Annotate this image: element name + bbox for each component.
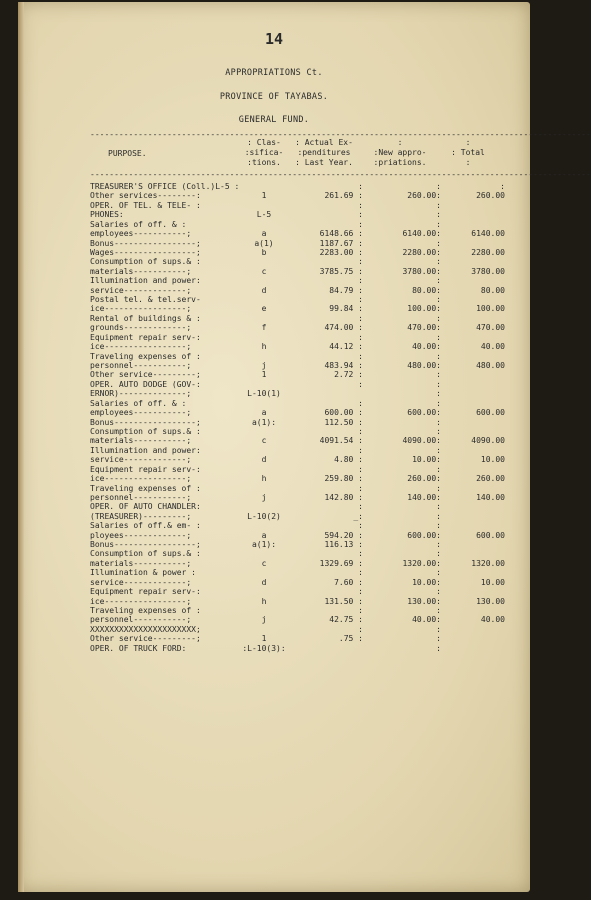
table-row <box>90 210 510 219</box>
new-appropriation-cell: : <box>436 502 441 512</box>
new-appropriation-cell: : <box>436 276 441 286</box>
table-row <box>90 323 510 332</box>
actual-expenditure-cell: : <box>358 182 363 191</box>
total-cell: 260.00 <box>476 474 505 484</box>
total-cell: 6140.00 <box>471 229 505 239</box>
table-row <box>90 201 510 210</box>
table-row <box>90 182 510 191</box>
table-row <box>90 455 510 464</box>
actual-expenditure-cell: : <box>358 624 363 634</box>
actual-expenditure-cell: : <box>358 379 363 389</box>
total-cell: 130.00 <box>476 596 505 606</box>
fund-title: GENERAL FUND. <box>238 115 310 125</box>
table-row <box>90 474 510 483</box>
table-row <box>90 644 510 653</box>
new-appropriation-cell: : <box>436 521 441 531</box>
new-appropriation-cell: 260.00: <box>407 191 441 201</box>
actual-expenditure-cell: : <box>358 502 363 512</box>
document-page <box>18 2 591 892</box>
classification-cell: f <box>261 323 267 333</box>
classification-cell: e <box>261 304 267 314</box>
actual-expenditure-cell: 1187.67 : <box>319 238 363 248</box>
purpose-cell: Traveling expenses of : <box>90 351 201 361</box>
new-appropriation-cell: 130.00: <box>407 596 441 606</box>
new-appropriation-cell: : <box>436 634 441 644</box>
new-appropriation-cell: 6140.00: <box>402 229 441 239</box>
new-appropriation-cell: : <box>436 587 441 597</box>
actual-expenditure-cell: 4.80 : <box>334 455 363 465</box>
class-header-2: :sifica- <box>244 148 284 157</box>
table-row <box>90 615 510 624</box>
actual-expenditure-cell: 6148.66 : <box>319 229 363 239</box>
actual-header-2: :penditures <box>297 148 351 157</box>
new-appropriation-cell: : <box>436 426 441 436</box>
new-appropriation-cell: 140.00: <box>407 492 441 502</box>
total-cell: 2280.00 <box>471 247 505 257</box>
appropriations-table <box>90 182 510 653</box>
new-appropriation-cell: : <box>436 295 441 305</box>
class-header-1: : Clas- <box>247 138 281 147</box>
actual-expenditure-cell: _: <box>353 511 363 521</box>
new-appropriation-cell: : <box>436 417 441 427</box>
purpose-cell: personnel-----------; <box>90 361 192 371</box>
actual-expenditure-cell: 84.79 : <box>329 285 363 295</box>
table-row <box>90 333 510 342</box>
actual-expenditure-cell: 44.12 : <box>329 342 363 352</box>
purpose-cell: employees-----------; <box>90 229 192 239</box>
actual-expenditure-cell: : <box>358 210 363 220</box>
actual-expenditure-cell: : <box>358 313 363 323</box>
actual-expenditure-cell: : <box>358 587 363 597</box>
purpose-cell: ployees-------------; <box>90 530 192 540</box>
table-row <box>90 597 510 606</box>
new-appropriation-cell: : <box>436 540 441 550</box>
table-row <box>90 352 510 361</box>
classification-cell: h <box>261 596 267 606</box>
table-row <box>90 342 510 351</box>
actual-expenditure-cell: : <box>358 257 363 267</box>
purpose-cell: Traveling expenses of : <box>90 483 201 493</box>
purpose-cell: Salaries of off. & : <box>90 398 187 408</box>
table-row <box>90 484 510 493</box>
actual-expenditure-cell: 483.94 : <box>324 361 363 371</box>
total-cell: 600.00 <box>476 530 505 540</box>
total-cell: 470.00 <box>476 323 505 333</box>
table-row <box>90 587 510 596</box>
page-heading: APPROPRIATIONS Ct. <box>225 68 323 78</box>
actual-expenditure-cell: : <box>358 332 363 342</box>
purpose-cell: service-------------; <box>90 455 192 465</box>
classification-cell: :L-10(3): <box>242 643 286 653</box>
purpose-cell: Consumption of sups.& : <box>90 257 201 267</box>
classification-cell: 1 <box>261 191 267 201</box>
purpose-header: PURPOSE. <box>108 149 147 158</box>
classification-cell: j <box>261 492 267 502</box>
actual-expenditure-cell: : <box>358 464 363 474</box>
purpose-cell: service-------------; <box>90 577 192 587</box>
classification-cell: h <box>261 474 267 484</box>
table-row <box>90 191 510 200</box>
purpose-cell: materials-----------; <box>90 436 192 446</box>
purpose-cell: XXXXXXXXXXXXXXXXXXXXXX; <box>90 624 201 634</box>
table-row <box>90 370 510 379</box>
classification-cell: a(1) <box>254 238 274 248</box>
actual-expenditure-cell: : <box>358 568 363 578</box>
total-cell: 1320.00 <box>471 558 505 568</box>
table-row <box>90 512 510 521</box>
total-cell: 600.00 <box>476 408 505 418</box>
purpose-cell: materials-----------; <box>90 266 192 276</box>
total-cell: 10.00 <box>480 577 505 587</box>
new-appropriation-cell: 480.00: <box>407 361 441 371</box>
purpose-cell: Illumination and power: <box>90 276 201 286</box>
total-cell: 100.00 <box>476 304 505 314</box>
purpose-cell: OPER. AUTO DODGE (GOV-: <box>90 379 201 389</box>
actual-expenditure-cell: : <box>358 521 363 531</box>
purpose-cell: TREASURER'S OFFICE (Coll.)L-5 : <box>90 182 240 191</box>
new-appropriation-cell: : <box>436 568 441 578</box>
actual-expenditure-cell: 42.75 : <box>329 615 363 625</box>
new-appropriation-cell: 10.00: <box>412 577 441 587</box>
total-cell: 260.00 <box>476 191 505 201</box>
table-row <box>90 446 510 455</box>
classification-cell: a(1): <box>251 540 277 550</box>
classification-cell: L-5 <box>256 210 272 220</box>
actual-expenditure-cell: : <box>358 445 363 455</box>
classification-cell: c <box>261 266 267 276</box>
purpose-cell: ice-----------------; <box>90 596 192 606</box>
new-appropriation-cell: 600.00: <box>407 530 441 540</box>
purpose-cell: Illumination & power : <box>90 568 196 578</box>
new-appropriation-cell: 3780.00: <box>402 266 441 276</box>
total-header-3: : <box>465 158 471 167</box>
purpose-cell: OPER. OF TEL. & TELE- : <box>90 200 201 210</box>
table-row <box>90 267 510 276</box>
actual-expenditure-cell: : <box>358 605 363 615</box>
table-row <box>90 286 510 295</box>
table-row <box>90 549 510 558</box>
new-appropriation-cell: : <box>436 398 441 408</box>
table-row <box>90 531 510 540</box>
purpose-cell: ice-----------------; <box>90 474 192 484</box>
purpose-cell: Salaries of off. & : <box>90 219 187 229</box>
new-appropriation-cell: : <box>436 219 441 229</box>
new-appropriation-cell: 1320.00: <box>402 558 441 568</box>
new-appropriation-cell: 2280.00: <box>402 247 441 257</box>
new-appropriation-cell: : <box>436 200 441 210</box>
table-row <box>90 257 510 266</box>
classification-cell: j <box>261 615 267 625</box>
purpose-cell: Bonus-----------------; <box>90 540 201 550</box>
actual-expenditure-cell: : <box>358 398 363 408</box>
actual-expenditure-cell: 7.60 : <box>334 577 363 587</box>
actual-expenditure-cell: 131.50 : <box>324 596 363 606</box>
actual-expenditure-cell: 1329.69 : <box>319 558 363 568</box>
new-appropriation-cell: : <box>436 238 441 248</box>
new-appropriation-cell: 40.00: <box>412 342 441 352</box>
actual-expenditure-cell: 594.20 : <box>324 530 363 540</box>
classification-cell: L-10(1) <box>247 389 281 399</box>
table-row <box>90 295 510 304</box>
new-appropriation-cell: : <box>436 389 441 399</box>
new-appropriation-cell: 40.00: <box>412 615 441 625</box>
actual-expenditure-cell: : <box>358 483 363 493</box>
total-cell: 480.00 <box>476 361 505 371</box>
purpose-cell: grounds-------------; <box>90 323 192 333</box>
purpose-cell: personnel-----------; <box>90 615 192 625</box>
purpose-cell: employees-----------; <box>90 408 192 418</box>
table-row <box>90 521 510 530</box>
new-appropriation-cell: : <box>436 464 441 474</box>
table-row <box>90 634 510 643</box>
table-row <box>90 493 510 502</box>
table-row <box>90 568 510 577</box>
classification-cell: a <box>261 530 267 540</box>
total-cell: 40.00 <box>480 342 505 352</box>
new-appropriation-cell: : <box>436 511 441 521</box>
new-appropriation-cell: : <box>436 210 441 220</box>
actual-expenditure-cell: 4091.54 : <box>319 436 363 446</box>
table-row <box>90 408 510 417</box>
new-appropriation-cell: : <box>436 624 441 634</box>
purpose-cell: PHONES: <box>90 210 124 220</box>
purpose-cell: Other service---------; <box>90 370 201 380</box>
table-row <box>90 436 510 445</box>
classification-cell: c <box>261 558 267 568</box>
purpose-cell: Equipment repair serv-: <box>90 587 201 597</box>
table-row <box>90 399 510 408</box>
actual-expenditure-cell: 142.80 : <box>324 492 363 502</box>
classification-cell: a(1): <box>251 417 277 427</box>
table-row <box>90 465 510 474</box>
new-appropriation-cell: : <box>436 257 441 267</box>
classification-cell: d <box>261 455 267 465</box>
new-appropriation-cell: : <box>436 313 441 323</box>
new-appropriation-cell: 260.00: <box>407 474 441 484</box>
actual-expenditure-cell: 261.69 : <box>324 191 363 201</box>
actual-expenditure-cell: : <box>358 276 363 286</box>
actual-expenditure-cell: 112.50 : <box>324 417 363 427</box>
purpose-cell: Equipment repair serv-: <box>90 464 201 474</box>
classification-cell: h <box>261 342 267 352</box>
actual-expenditure-cell: 2.72 : <box>334 370 363 380</box>
purpose-cell: Rental of buildings & : <box>90 313 201 323</box>
table-row <box>90 304 510 313</box>
table-row <box>90 239 510 248</box>
table-row <box>90 248 510 257</box>
total-header-2: : Total <box>451 148 485 157</box>
table-row <box>90 427 510 436</box>
purpose-cell: (TREASURER)---------; <box>90 511 192 521</box>
table-row <box>90 559 510 568</box>
new-appropriation-cell: 10.00: <box>412 455 441 465</box>
purpose-cell: Wages-----------------; <box>90 247 201 257</box>
classification-cell: j <box>261 361 267 371</box>
page-spine <box>18 2 24 892</box>
actual-expenditure-cell: 2283.00 : <box>319 247 363 257</box>
table-row <box>90 380 510 389</box>
actual-header-1: : Actual Ex- <box>295 138 353 147</box>
new-appropriation-cell: : <box>436 351 441 361</box>
total-cell: 3780.00 <box>471 266 505 276</box>
actual-expenditure-cell: 474.00 : <box>324 323 363 333</box>
page-number: 14 <box>264 30 284 48</box>
purpose-cell: OPER. OF TRUCK FORD: <box>90 643 187 653</box>
actual-expenditure-cell: : <box>358 219 363 229</box>
top-rule: -------------------------------------------------------------------------------------------------------- <box>90 130 591 139</box>
new-appropriation-cell: : <box>436 379 441 389</box>
classification-cell: 1 <box>261 634 267 644</box>
province-title: PROVINCE OF TAYABAS. <box>219 92 329 102</box>
purpose-cell: ice-----------------; <box>90 342 192 352</box>
new-header-2: :New appro- <box>373 148 427 157</box>
table-row <box>90 314 510 323</box>
total-cell: 10.00 <box>480 455 505 465</box>
purpose-cell: Illumination and power: <box>90 445 201 455</box>
actual-expenditure-cell: 3785.75 : <box>319 266 363 276</box>
new-appropriation-cell: 100.00: <box>407 304 441 314</box>
classification-cell: 1 <box>261 370 267 380</box>
purpose-cell: materials-----------; <box>90 558 192 568</box>
purpose-cell: ERNOR)--------------; <box>90 389 192 399</box>
table-row <box>90 220 510 229</box>
classification-cell: b <box>261 247 267 257</box>
table-row <box>90 389 510 398</box>
table-row <box>90 361 510 370</box>
actual-expenditure-cell: 116.13 : <box>324 540 363 550</box>
purpose-cell: Other service---------; <box>90 634 201 644</box>
purpose-cell: personnel-----------; <box>90 492 192 502</box>
new-appropriation-cell: 470.00: <box>407 323 441 333</box>
actual-expenditure-cell: : <box>358 351 363 361</box>
classification-cell: c <box>261 436 267 446</box>
classification-cell: d <box>261 577 267 587</box>
new-appropriation-cell: : <box>436 332 441 342</box>
classification-cell: L-10(2) <box>247 511 281 521</box>
purpose-cell: Salaries of off.& em- : <box>90 521 201 531</box>
total-cell: 140.00 <box>476 492 505 502</box>
table-row <box>90 229 510 238</box>
total-cell: 80.00 <box>480 285 505 295</box>
purpose-cell: OPER. OF AUTO CHANDLER: <box>90 502 201 512</box>
purpose-cell: service-------------; <box>90 285 192 295</box>
header-rule: -------------------------------------------------------------------------------------------------------- <box>90 170 591 179</box>
purpose-cell: Bonus-----------------; <box>90 238 201 248</box>
table-row <box>90 540 510 549</box>
actual-expenditure-cell: : <box>358 426 363 436</box>
actual-expenditure-cell: : <box>358 200 363 210</box>
new-appropriation-cell: 4090.00: <box>402 436 441 446</box>
total-cell: : <box>500 182 505 191</box>
purpose-cell: Other services--------: <box>90 191 201 201</box>
new-appropriation-cell: : <box>436 445 441 455</box>
actual-expenditure-cell: : <box>358 549 363 559</box>
actual-expenditure-cell: : <box>358 295 363 305</box>
table-row <box>90 418 510 427</box>
total-header-1: : <box>465 138 471 147</box>
classification-cell: a <box>261 408 267 418</box>
purpose-cell: Traveling expenses of : <box>90 605 201 615</box>
purpose-cell: Postal tel. & tel.serv- <box>90 295 201 305</box>
purpose-cell: Equipment repair serv-: <box>90 332 201 342</box>
table-row <box>90 625 510 634</box>
table-row <box>90 578 510 587</box>
new-appropriation-cell: 80.00: <box>412 285 441 295</box>
actual-header-3: : Last Year. <box>295 158 353 167</box>
purpose-cell: Consumption of sups.& : <box>90 426 201 436</box>
new-header-1: : <box>397 138 403 147</box>
new-appropriation-cell: : <box>436 370 441 380</box>
new-appropriation-cell: : <box>436 182 441 191</box>
actual-expenditure-cell: 99.84 : <box>329 304 363 314</box>
purpose-cell: Bonus-----------------; <box>90 417 201 427</box>
purpose-cell: ice-----------------; <box>90 304 192 314</box>
classification-cell: a <box>261 229 267 239</box>
actual-expenditure-cell: .75 : <box>338 634 363 644</box>
classification-cell: d <box>261 285 267 295</box>
table-row <box>90 502 510 511</box>
total-cell: 40.00 <box>480 615 505 625</box>
new-appropriation-cell: : <box>436 643 441 653</box>
total-cell: 4090.00 <box>471 436 505 446</box>
new-appropriation-cell: : <box>436 483 441 493</box>
actual-expenditure-cell: 259.80 : <box>324 474 363 484</box>
new-appropriation-cell: : <box>436 549 441 559</box>
table-row <box>90 606 510 615</box>
new-appropriation-cell: 600.00: <box>407 408 441 418</box>
class-header-3: :tions. <box>247 158 281 167</box>
table-row <box>90 276 510 285</box>
new-header-3: :priations. <box>373 158 427 167</box>
actual-expenditure-cell: 600.00 : <box>324 408 363 418</box>
new-appropriation-cell: : <box>436 605 441 615</box>
purpose-cell: Consumption of sups.& : <box>90 549 201 559</box>
